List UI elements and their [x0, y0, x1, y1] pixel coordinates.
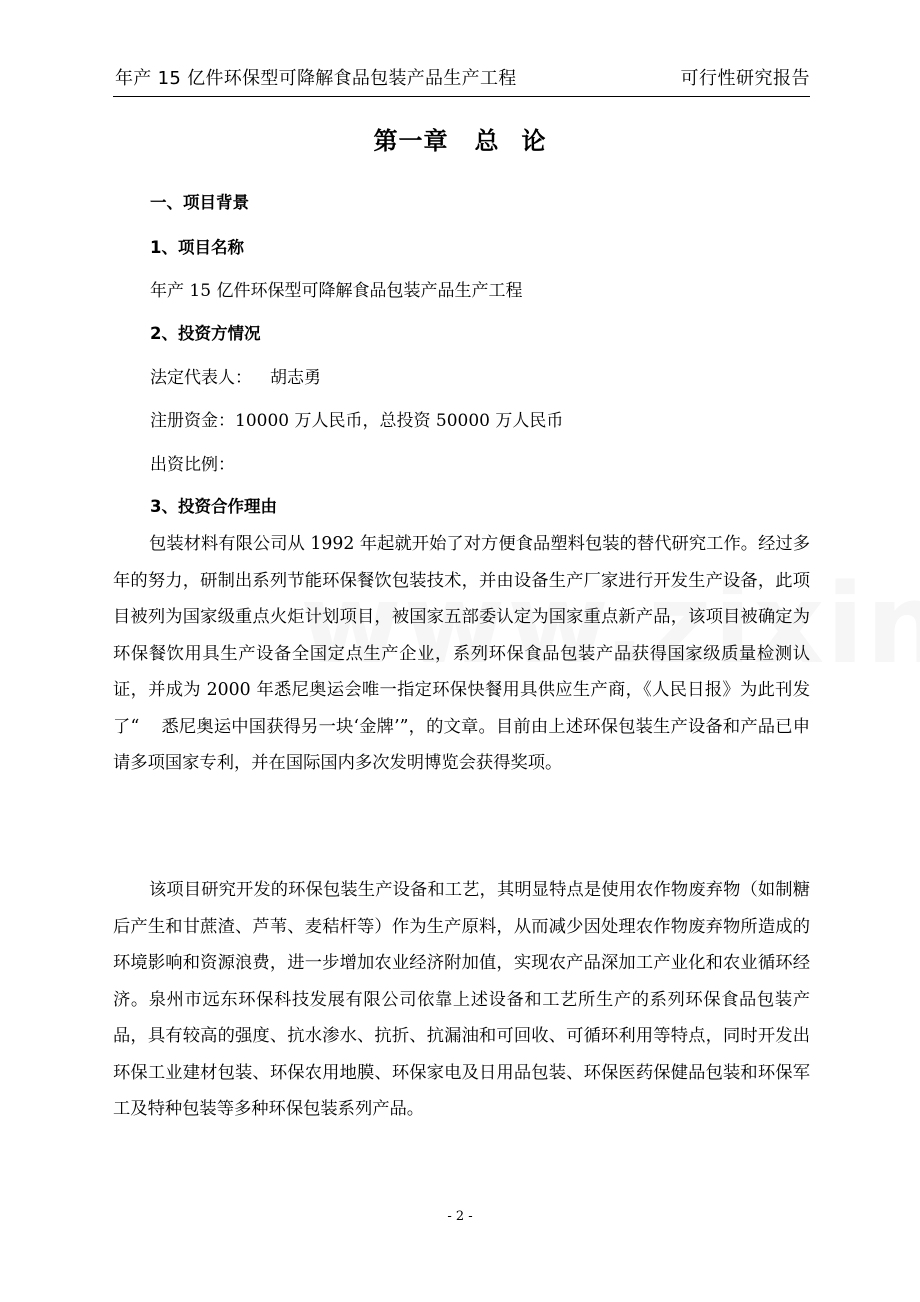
subsection-heading-project-name: 1、项目名称	[150, 238, 244, 257]
header-report-type: 可行性研究报告	[680, 68, 810, 89]
legal-rep-label: 法定代表人：	[150, 368, 252, 388]
subsection-heading-reason: 3、投资合作理由	[150, 497, 277, 516]
paragraph-1-part-a: 包装材料有限公司从 1992 年起就开始了对方便食品塑料包装的替代研究工作。经过多年的努力，研制出系列节能环保餐饮包装技术，并由设备生产厂家进行开发生产设备，此项目被列为国家级重点火炬计划项目，被国家五部委认定为国家重点新产品，该项目被确定为环保餐饮用具生产设备全国定点生产企业，系列环保食品包装产品获得国家级质量检测认证，并成为 2000 年悉尼奥运会唯一指定环保快餐用具供应生产商，《人民日报》为此刊发了“	[113, 534, 810, 737]
investment-ratio: 出资比例：	[150, 455, 235, 475]
project-name-text: 年产 15 亿件环保型可降解食品包装产品生产工程	[150, 281, 523, 301]
header-title: 年产 15 亿件环保型可降解食品包装产品生产工程	[115, 68, 517, 89]
page-number: - 2 -	[447, 1209, 473, 1224]
page-header	[113, 60, 810, 97]
legal-representative	[150, 363, 321, 388]
chapter-word-1: 总	[474, 127, 500, 155]
registered-capital: 注册资金：10000 万人民币，总投资 50000 万人民币	[150, 411, 564, 431]
legal-rep-name: 胡志勇	[270, 368, 321, 388]
subsection-heading-investor: 2、投资方情况	[150, 324, 261, 343]
paragraph-1-part-b: 悉尼奥运中国获得另一块‘金牌’”，的文章。目前由上述环保包装生产设备和产品已申请多项国家专利，并在国际国内多次发明博览会获得奖项。	[113, 716, 810, 773]
chapter-number: 第一章	[373, 127, 449, 155]
paragraph-company-history	[113, 526, 810, 782]
section-heading-background: 一、项目背景	[150, 193, 249, 212]
chapter-title	[0, 121, 920, 156]
chapter-word-2: 论	[521, 127, 547, 155]
paragraph-project-features: 该项目研究开发的环保包装生产设备和工艺，其明显特点是使用农作物废弃物（如制糖后产生和甘蔗渣、芦苇、麦秸杆等）作为生产原料，从而减少因处理农作物废弃物所造成的环境影响和资源浪费，进一步增加农业经济附加值，实现农产品深加工产业化和农业循环经济。泉州市远东环保科技发展有限公司依靠上述设备和工艺所生产的系列环保食品包装产品，具有较高的强度、抗水渗水、抗折、抗漏油和可回收、可循环利用等特点，同时开发出环保工业建材包装、环保农用地膜、环保家电及日用品包装、环保医药保健品包装和环保军工及特种包装等多种环保包装系列产品。	[113, 880, 810, 1119]
